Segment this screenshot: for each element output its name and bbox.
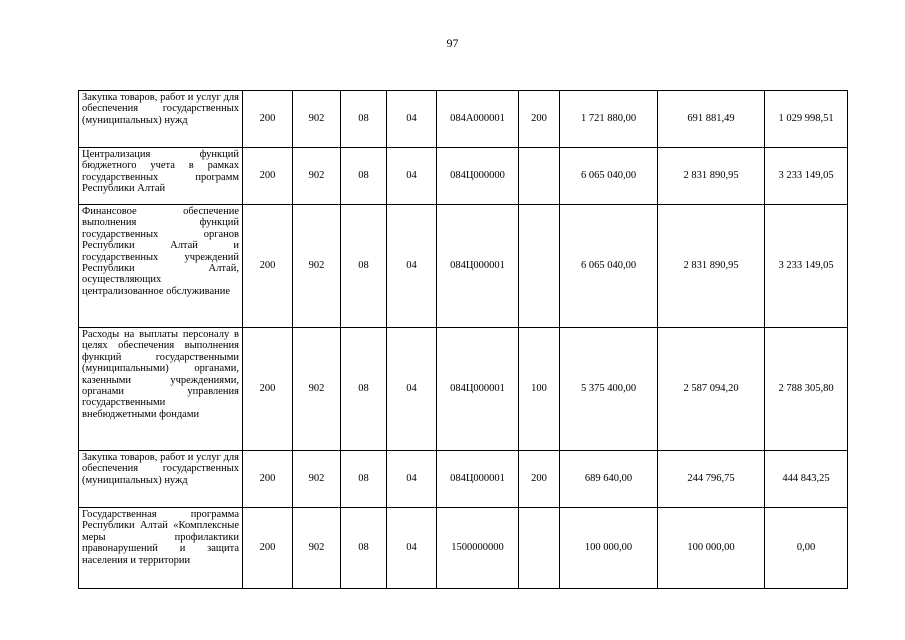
sum3-cell: 1 029 998,51 (765, 91, 848, 148)
podrazdel-cell: 04 (387, 451, 437, 508)
row-name-cell: Финансовое обеспечение выполнения функций государственных органов Республики Алтай и государственных учреждений Республики Алтай, осуществляющих централизованное обслуживание (79, 205, 243, 328)
sum1-cell: 5 375 400,00 (560, 328, 658, 451)
sum1-cell: 6 065 040,00 (560, 148, 658, 205)
row-name-cell: Государственная программа Республики Алтай «Комплексные меры профилактики правонарушений и защита населения и территории (79, 508, 243, 589)
glava-cell: 200 (243, 508, 293, 589)
sum2-cell: 2 587 094,20 (658, 328, 765, 451)
podrazdel-cell: 04 (387, 328, 437, 451)
row-name-cell: Закупка товаров, работ и услуг для обеспечения государственных (муниципальных) нужд (79, 451, 243, 508)
ved-cell: 902 (293, 148, 341, 205)
table-row (79, 148, 848, 205)
vr-cell (519, 148, 560, 205)
razdel-cell: 08 (341, 91, 387, 148)
razdel-cell: 08 (341, 508, 387, 589)
vr-cell: 100 (519, 328, 560, 451)
sum1-cell: 100 000,00 (560, 508, 658, 589)
table-row (79, 508, 848, 589)
vr-cell: 200 (519, 91, 560, 148)
glava-cell: 200 (243, 205, 293, 328)
vr-cell (519, 205, 560, 328)
sum3-cell: 2 788 305,80 (765, 328, 848, 451)
vr-cell (519, 508, 560, 589)
sum3-cell: 444 843,25 (765, 451, 848, 508)
table-row (79, 328, 848, 451)
table-row (79, 451, 848, 508)
podrazdel-cell: 04 (387, 148, 437, 205)
sum2-cell: 244 796,75 (658, 451, 765, 508)
razdel-cell: 08 (341, 148, 387, 205)
sum2-cell: 691 881,49 (658, 91, 765, 148)
page-number: 97 (446, 36, 459, 50)
ved-cell: 902 (293, 91, 341, 148)
csr-cell: 084Ц000000 (437, 148, 519, 205)
glava-cell: 200 (243, 91, 293, 148)
table-row (79, 205, 848, 328)
sum1-cell: 689 640,00 (560, 451, 658, 508)
podrazdel-cell: 04 (387, 91, 437, 148)
vr-cell: 200 (519, 451, 560, 508)
glava-cell: 200 (243, 451, 293, 508)
budget-table (78, 90, 848, 589)
razdel-cell: 08 (341, 451, 387, 508)
sum2-cell: 2 831 890,95 (658, 205, 765, 328)
glava-cell: 200 (243, 148, 293, 205)
razdel-cell: 08 (341, 205, 387, 328)
csr-cell: 084Ц000001 (437, 205, 519, 328)
csr-cell: 084A000001 (437, 91, 519, 148)
csr-cell: 084Ц000001 (437, 451, 519, 508)
glava-cell: 200 (243, 328, 293, 451)
row-name-cell: Расходы на выплаты персоналу в целях обеспечения выполнения функций государственными (муниципальными) органами, казенными учреждениями, органами управления государственными внебюджетными фондами (79, 328, 243, 451)
sum3-cell: 3 233 149,05 (765, 148, 848, 205)
ved-cell: 902 (293, 451, 341, 508)
row-name-cell: Закупка товаров, работ и услуг для обеспечения государственных (муниципальных) нужд (79, 91, 243, 148)
ved-cell: 902 (293, 508, 341, 589)
row-name-cell: Централизация функций бюджетного учета в рамках государственных программ Республики Алтай (79, 148, 243, 205)
sum1-cell: 1 721 880,00 (560, 91, 658, 148)
ved-cell: 902 (293, 328, 341, 451)
csr-cell: 084Ц000001 (437, 328, 519, 451)
sum2-cell: 100 000,00 (658, 508, 765, 589)
razdel-cell: 08 (341, 328, 387, 451)
podrazdel-cell: 04 (387, 508, 437, 589)
csr-cell: 1500000000 (437, 508, 519, 589)
ved-cell: 902 (293, 205, 341, 328)
sum1-cell: 6 065 040,00 (560, 205, 658, 328)
sum3-cell: 0,00 (765, 508, 848, 589)
table-row (79, 91, 848, 148)
sum2-cell: 2 831 890,95 (658, 148, 765, 205)
podrazdel-cell: 04 (387, 205, 437, 328)
sum3-cell: 3 233 149,05 (765, 205, 848, 328)
